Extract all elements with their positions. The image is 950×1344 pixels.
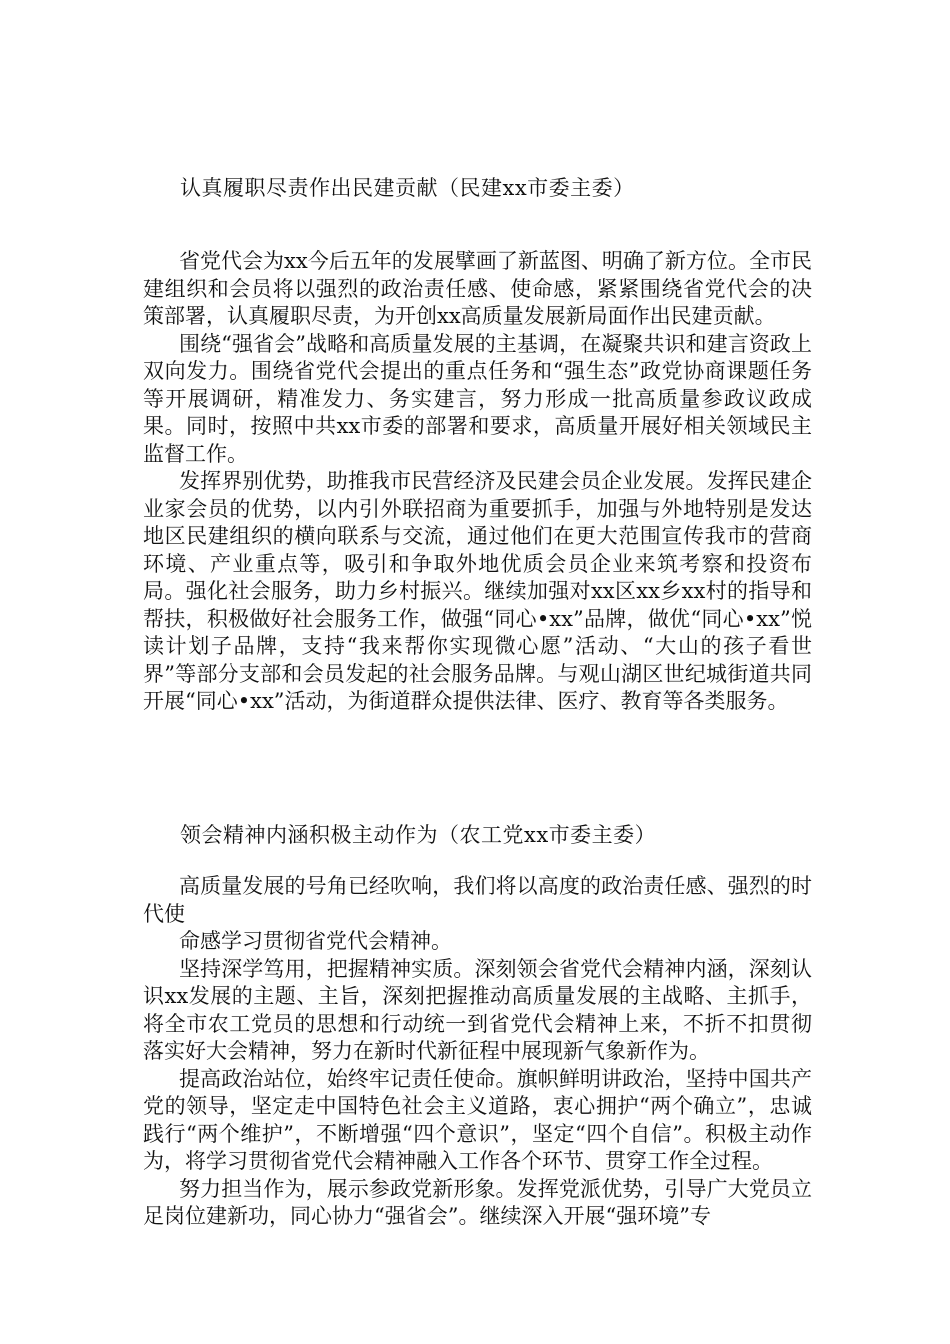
article-2-paragraph-3: 坚持深学笃用，把握精神实质。深刻领会省党代会精神内涵，深刻认识xx发展的主题、主旨，深刻把握推动高质量发展的主战略、主抓手，将全市农工党员的思想和行动统一到省党代会精神上来，不折不扣贯彻落实好大会精神，努力在新时代新征程中展现新气象新作为。 (143, 956, 812, 1063)
article-2-title: 领会精神内涵积极主动作为（农工党xx市委主委） (180, 823, 657, 847)
article-2-paragraph-2: 命感学习贯彻省党代会精神。 (179, 929, 452, 953)
article-1-paragraph-1: 省党代会为xx今后五年的发展擘画了新蓝图、明确了新方位。全市民建组织和会员将以强烈的政治责任感、使命感，紧紧围绕省党代会的决策部署，认真履职尽责，为开创xx高质量发展新局面作出民建贡献。 (143, 249, 812, 328)
article-2-paragraph-1: 高质量发展的号角已经吹响，我们将以高度的政治责任感、强烈的时代使 (143, 874, 812, 926)
article-2-paragraph-5: 努力担当作为，展示参政党新形象。发挥党派优势，引导广大党员立足岗位建新功，同心协力“强省会”。继续深入开展“强环境”专 (143, 1176, 812, 1228)
article-2-paragraph-4: 提高政治站位，始终牢记责任使命。旗帜鲜明讲政治，坚持中国共产党的领导，坚定走中国特色社会主义道路，衷心拥护“两个确立”，忠诚践行“两个维护”，不断增强“四个意识”，坚定“四个自信”。积极主动作为，将学习贯彻省党代会精神融入工作各个环节、贯穿工作全过程。 (143, 1066, 812, 1173)
article-1-paragraph-2: 围绕“强省会”战略和高质量发展的主基调，在凝聚共识和建言资政上双向发力。围绕省党代会提出的重点任务和“强生态”政党协商课题任务等开展调研，精准发力、务实建言，努力形成一批高质量参政议政成果。同时，按照中共xx市委的部署和要求，高质量开展好相关领域民主监督工作。 (143, 331, 812, 466)
article-1-title: 认真履职尽责作出民建贡献（民建xx市委主委） (180, 176, 635, 200)
article-2-body (143, 873, 812, 1231)
article-1-paragraph-3: 发挥界别优势，助推我市民营经济及民建会员企业发展。发挥民建企业家会员的优势，以内引外联招商为重要抓手，加强与外地特别是发达地区民建组织的横向联系与交流，通过他们在更大范围宣传我市的营商环境、产业重点等，吸引和争取外地优质会员企业来筑考察和投资布局。强化社会服务，助力乡村振兴。继续加强对xx区xx乡xx村的指导和帮扶，积极做好社会服务工作，做强“同心•xx”品牌，做优“同心•xx”悦读计划子品牌，支持“我来帮你实现微心愿”活动、“大山的孩子看世界”等部分支部和会员发起的社会服务品牌。与观山湖区世纪城街道共同开展“同心•xx”活动，为街道群众提供法律、医疗、教育等各类服务。 (143, 469, 812, 713)
article-1-body (143, 248, 812, 716)
